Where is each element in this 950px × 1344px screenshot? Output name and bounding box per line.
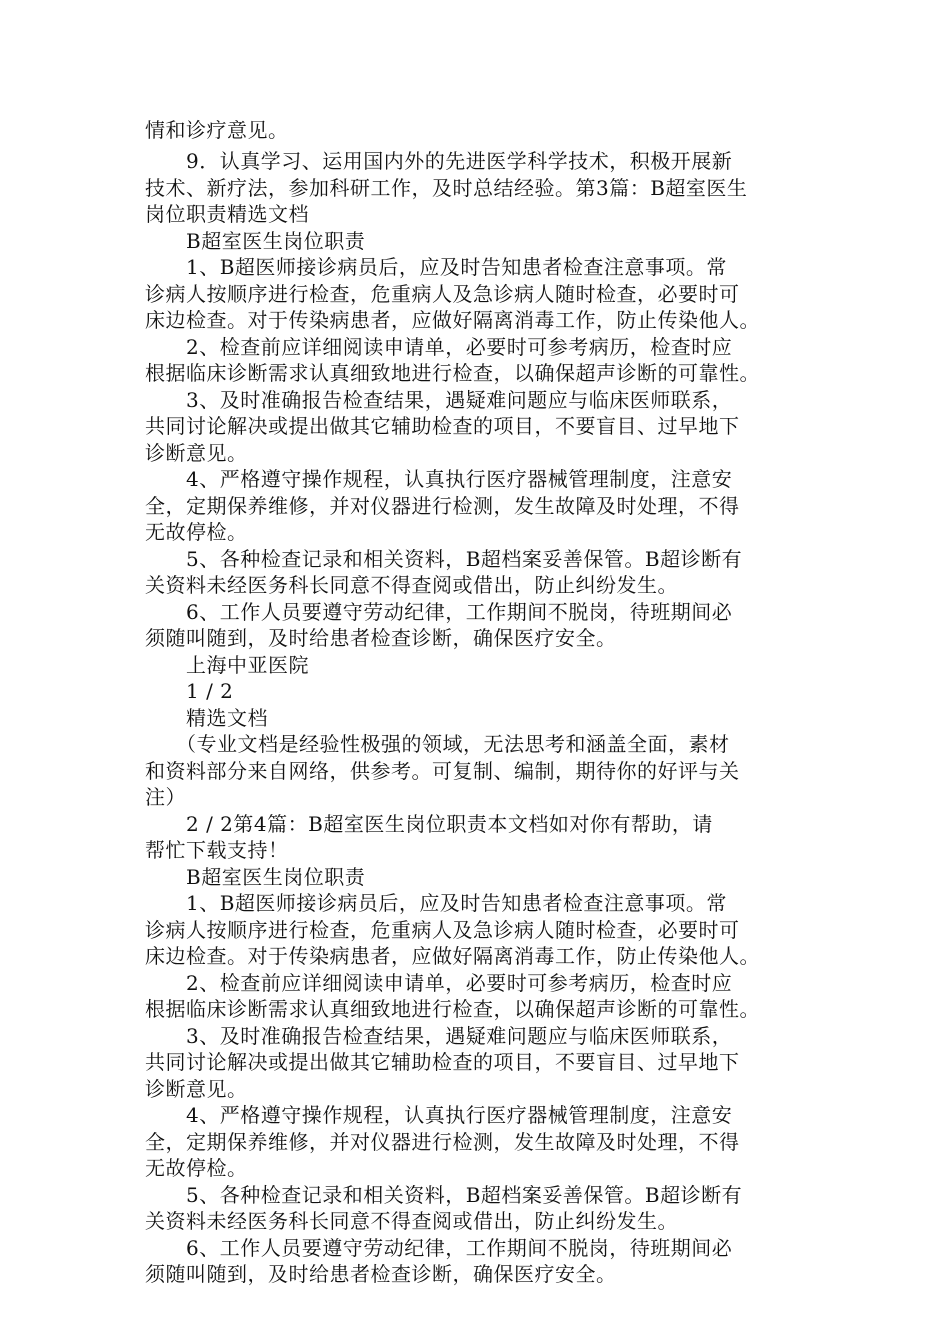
text-line: 5、各种检查记录和相关资料，B超档案妥善保管。B超诊断有: [145, 1183, 743, 1207]
text-line: 3、及时准确报告检查结果，遇疑难问题应与临床医师联系，: [145, 1024, 733, 1048]
text-line: 技术、新疗法，参加科研工作，及时总结经验。第3篇：B超室医生: [145, 176, 748, 200]
text-line: 帮忙下载支持！: [145, 838, 289, 862]
text-line: 床边检查。对于传染病患者，应做好隔离消毒工作，防止传染他人。: [145, 308, 760, 332]
text-line: 共同讨论解决或提出做其它辅助检查的项目，不要盲目、过早地下: [145, 1050, 740, 1074]
text-line: 诊病人按顺序进行检查，危重病人及急诊病人随时检查，必要时可: [145, 282, 740, 306]
text-line: 根据临床诊断需求认真细致地进行检查，以确保超声诊断的可靠性。: [145, 361, 760, 385]
text-line: 2 / 2第4篇：B超室医生岗位职责本文档如对你有帮助，请: [145, 812, 713, 836]
page-number: 1 / 2: [145, 679, 234, 703]
text-line: 9．认真学习、运用国内外的先进医学科学技术，积极开展新: [145, 149, 733, 173]
text-line: 无故停检。: [145, 520, 248, 544]
text-line: 注）: [145, 785, 186, 809]
text-line: 情和诊疗意见。: [145, 118, 289, 142]
text-line: 1、B超医师接诊病员后，应及时告知患者检查注意事项。常: [145, 891, 727, 915]
text-line: 诊病人按顺序进行检查，危重病人及急诊病人随时检查，必要时可: [145, 918, 740, 942]
text-line: 根据临床诊断需求认真细致地进行检查，以确保超声诊断的可靠性。: [145, 997, 760, 1021]
text-line: 须随叫随到，及时给患者检查诊断，确保医疗安全。: [145, 626, 617, 650]
text-line: 3、及时准确报告检查结果，遇疑难问题应与临床医师联系，: [145, 388, 733, 412]
text-line: 和资料部分来自网络，供参考。可复制、编制，期待你的好评与关: [145, 759, 740, 783]
text-line: 5、各种检查记录和相关资料，B超档案妥善保管。B超诊断有: [145, 547, 743, 571]
text-line: 关资料未经医务科长同意不得查阅或借出，防止纠纷发生。: [145, 573, 678, 597]
text-line: 诊断意见。: [145, 441, 248, 465]
text-line: 共同讨论解决或提出做其它辅助检查的项目，不要盲目、过早地下: [145, 414, 740, 438]
text-line: （专业文档是经验性极强的领域，无法思考和涵盖全面，素材: [145, 732, 730, 756]
text-line: 4、严格遵守操作规程，认真执行医疗器械管理制度，注意安: [145, 1103, 733, 1127]
text-line: 全，定期保养维修，并对仪器进行检测，发生故障及时处理，不得: [145, 1130, 740, 1154]
text-line: 2、检查前应详细阅读申请单，必要时可参考病历，检查时应: [145, 335, 733, 359]
text-line: 精选文档: [145, 706, 268, 730]
text-line: 无故停检。: [145, 1156, 248, 1180]
text-line: 全，定期保养维修，并对仪器进行检测，发生故障及时处理，不得: [145, 494, 740, 518]
text-line: 6、工作人员要遵守劳动纪律，工作期间不脱岗，待班期间必: [145, 600, 733, 624]
text-line: 须随叫随到，及时给患者检查诊断，确保医疗安全。: [145, 1262, 617, 1286]
section-heading: B超室医生岗位职责: [145, 229, 366, 253]
section-heading: B超室医生岗位职责: [145, 865, 366, 889]
text-line: 6、工作人员要遵守劳动纪律，工作期间不脱岗，待班期间必: [145, 1236, 733, 1260]
text-line: 2、检查前应详细阅读申请单，必要时可参考病历，检查时应: [145, 971, 733, 995]
text-line: 4、严格遵守操作规程，认真执行医疗器械管理制度，注意安: [145, 467, 733, 491]
text-line: 关资料未经医务科长同意不得查阅或借出，防止纠纷发生。: [145, 1209, 678, 1233]
text-line: 岗位职责精选文档: [145, 202, 309, 226]
text-line: 诊断意见。: [145, 1077, 248, 1101]
hospital-name: 上海中亚医院: [145, 653, 309, 677]
text-line: 1、B超医师接诊病员后，应及时告知患者检查注意事项。常: [145, 255, 727, 279]
text-line: 床边检查。对于传染病患者，应做好隔离消毒工作，防止传染他人。: [145, 944, 760, 968]
